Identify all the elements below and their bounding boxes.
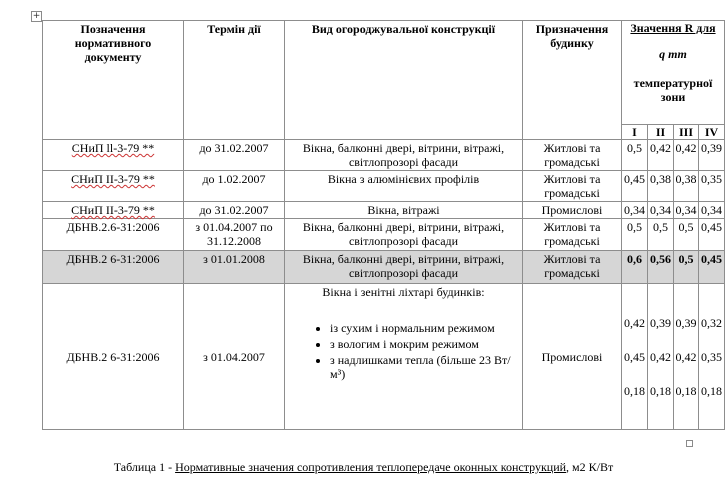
type-cell: Вікна, вітражі — [285, 202, 523, 219]
header-r-zone: температурної зони — [633, 76, 713, 104]
type-cell — [285, 284, 523, 430]
value-cell: 0,34 — [622, 202, 648, 219]
type-cell-title: Вікна і зенітні ліхтарі будинків: — [322, 285, 485, 299]
value-cell: 0,42 — [648, 140, 674, 171]
type-cell: Вікна, балконні двері, вітрини, вітражі, світлопрозорі фасади — [285, 219, 523, 251]
value-cell: 0,45 — [699, 219, 725, 251]
purpose-cell: Житлові та громадські — [523, 219, 622, 251]
list-item: • з надлишками тепла (більше 23 Вт/м³) — [330, 353, 519, 381]
table-move-handle-icon[interactable]: + — [32, 11, 41, 21]
norms-table — [42, 20, 725, 430]
header-r-title: Значення R для — [630, 21, 716, 35]
value-cell: 0,5 — [648, 219, 674, 251]
term-cell: до 31.02.2007 — [184, 140, 285, 171]
caption-text: Нормативные значения сопротивления теплопередаче оконных конструкций — [175, 460, 567, 474]
header-type: Вид огороджувальної конструкції — [285, 21, 523, 140]
term-cell: до 1.02.2007 — [184, 171, 285, 202]
value-cell: 0,38 — [648, 171, 674, 202]
value-cell: 0,5 — [674, 219, 699, 251]
purpose-cell: Промислові — [523, 202, 622, 219]
value-cell-group: 0,39 0,42 0,18 — [674, 284, 699, 430]
type-cell: Вікна з алюмінієвих профілів — [285, 171, 523, 202]
caption-prefix: Таблица 1 - — [113, 460, 176, 474]
value-cell: 0,35 — [699, 171, 725, 202]
bullet-list — [288, 321, 519, 381]
table-caption — [0, 460, 727, 475]
value-cell: 0,56 — [648, 251, 674, 284]
table-row — [43, 171, 725, 202]
table-row-highlighted — [43, 251, 725, 284]
value-cell-group: 0,32 0,35 0,18 — [699, 284, 725, 430]
table-row — [43, 202, 725, 219]
doc-cell: ДБНВ.2 6-31:2006 — [43, 284, 184, 430]
purpose-cell: Житлові та громадські — [523, 171, 622, 202]
value-cell-group: 0,42 0,45 0,18 — [622, 284, 648, 430]
value-cell: 0,34 — [648, 202, 674, 219]
doc-cell: ДБНВ.2.6-31:2006 — [43, 219, 184, 251]
type-cell: Вікна, балконні двері, вітрини, вітражі, світлопрозорі фасади — [285, 140, 523, 171]
zone-header: I — [622, 125, 648, 140]
zone-header: IV — [699, 125, 725, 140]
doc-cell: СНиП ІІ-3-79 ** — [43, 202, 184, 219]
purpose-cell: Житлові та громадські — [523, 251, 622, 284]
purpose-cell: Промислові — [523, 284, 622, 430]
value-cell: 0,5 — [674, 251, 699, 284]
type-cell: Вікна, балконні двері, вітрини, вітражі, світлопрозорі фасади — [285, 251, 523, 284]
zone-header: III — [674, 125, 699, 140]
table-row — [43, 284, 725, 430]
value-cell: 0,42 — [674, 140, 699, 171]
list-item: • із сухим і нормальним режимом — [330, 321, 519, 335]
value-cell: 0,39 — [699, 140, 725, 171]
header-term: Термін дії — [184, 21, 285, 140]
value-cell: 0,38 — [674, 171, 699, 202]
table-resize-handle[interactable] — [686, 440, 693, 447]
table-row — [43, 219, 725, 251]
header-purpose: Призначення будинку — [523, 21, 622, 140]
value-cell: 0,5 — [622, 219, 648, 251]
table-row — [43, 140, 725, 171]
header-r-unit: q mm — [659, 47, 687, 61]
value-cell: 0,45 — [622, 171, 648, 202]
doc-cell: СНиП ll-3-79 ** — [43, 140, 184, 171]
term-cell: з 01.04.2007 по 31.12.2008 — [184, 219, 285, 251]
header-doc: Позначення нормативного документу — [43, 21, 184, 140]
value-cell-group: 0,39 0,42 0,18 — [648, 284, 674, 430]
zone-header: II — [648, 125, 674, 140]
purpose-cell: Житлові та громадські — [523, 140, 622, 171]
header-r-value — [622, 21, 725, 125]
list-item: • з вологим і мокрим режимом — [330, 337, 519, 351]
value-cell: 0,6 — [622, 251, 648, 284]
term-cell: з 01.01.2008 — [184, 251, 285, 284]
term-cell: до 31.02.2007 — [184, 202, 285, 219]
doc-cell: СНиП ІІ-3-79 ** — [43, 171, 184, 202]
caption-units: , м2 К/Вт — [566, 460, 614, 474]
value-cell: 0,34 — [699, 202, 725, 219]
value-cell: 0,34 — [675, 203, 697, 217]
value-cell: 0,45 — [699, 251, 725, 284]
doc-cell: ДБНВ.2 6-31:2006 — [43, 251, 184, 284]
value-cell: 0,5 — [622, 140, 648, 171]
term-cell: з 01.04.2007 — [184, 284, 285, 430]
